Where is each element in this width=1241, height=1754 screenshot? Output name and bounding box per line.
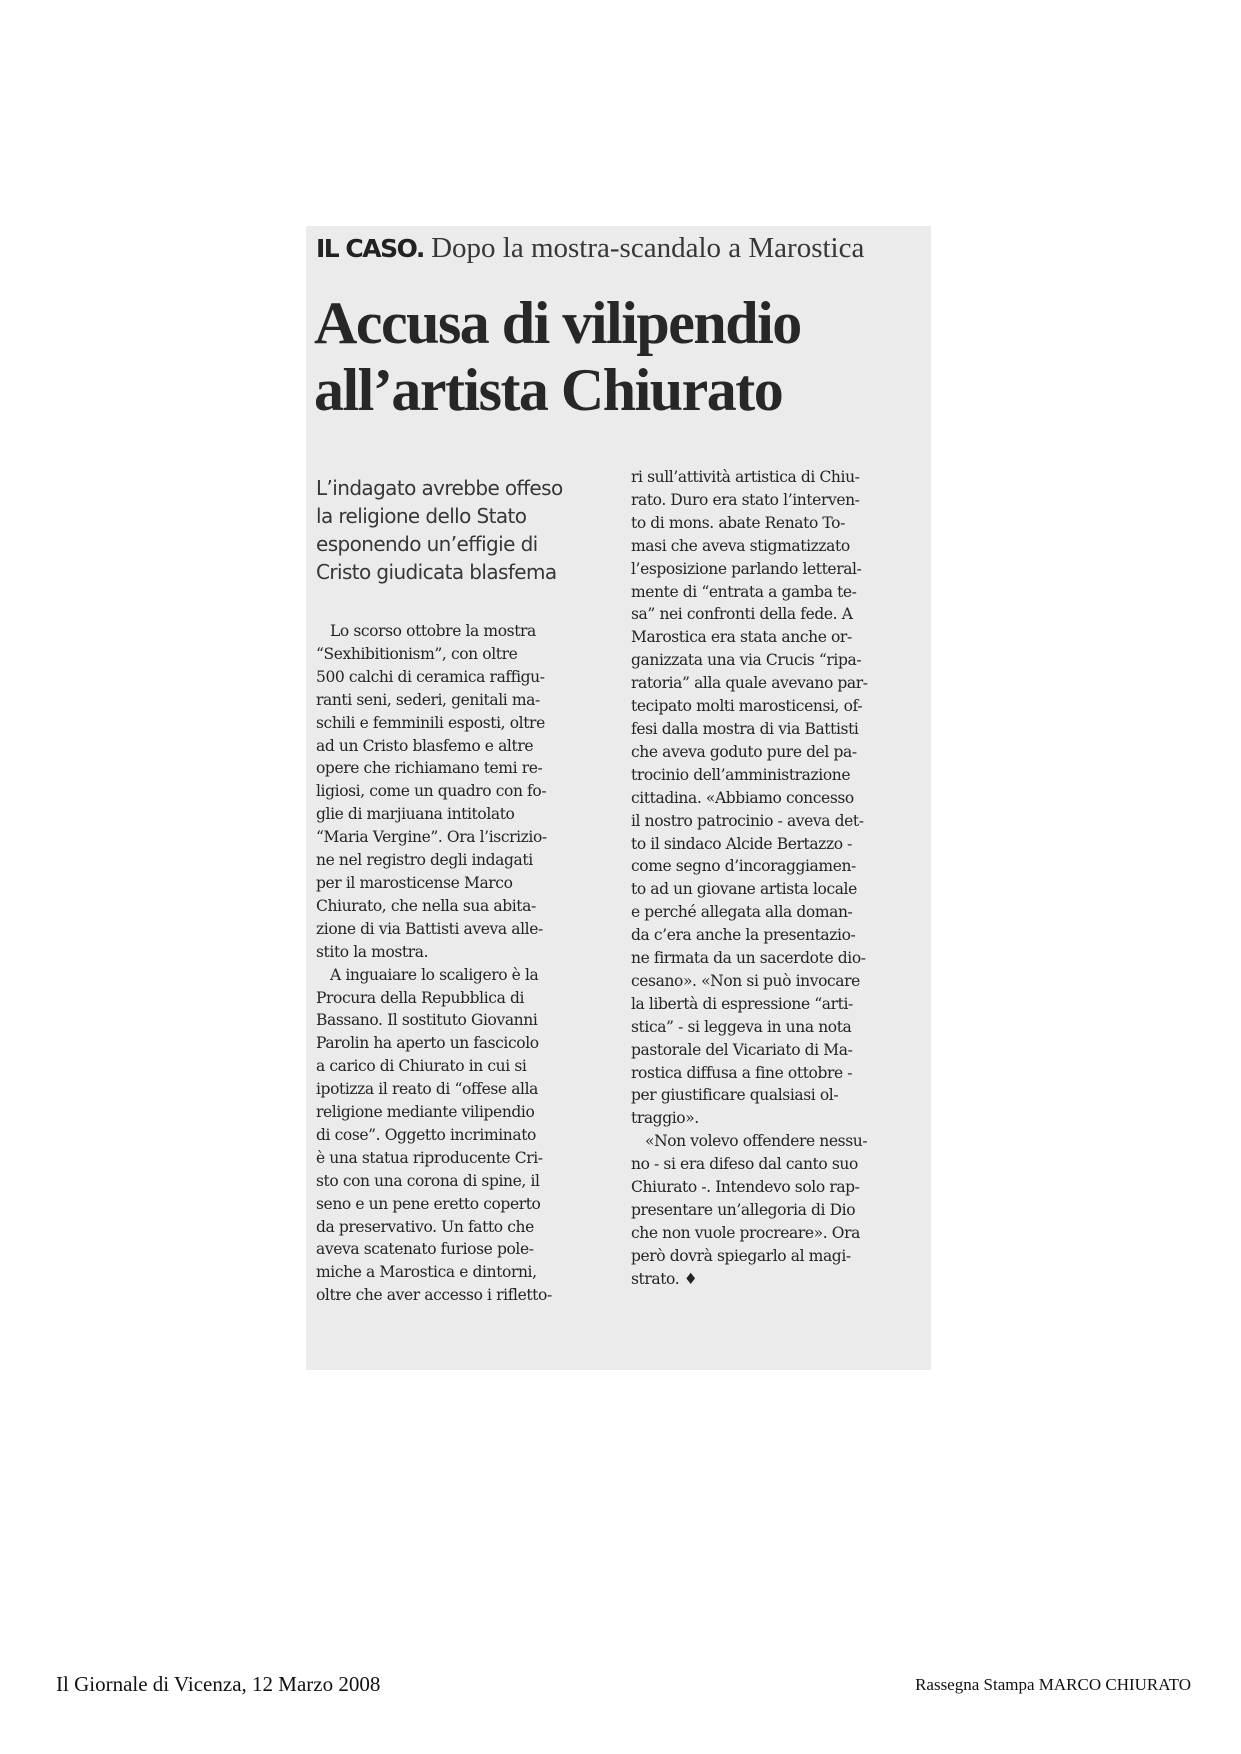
body-line: di cose”. Oggetto incriminato	[316, 1125, 536, 1144]
body-line: ranti seni, sederi, genitali ma-	[316, 690, 540, 709]
body-line: stica” - si leggeva in una nota	[631, 1017, 852, 1036]
headline-line: Accusa di vilipendio	[314, 290, 801, 356]
article-summary	[316, 474, 608, 586]
footer-collection: Rassegna Stampa MARCO CHIURATO	[915, 1675, 1191, 1694]
article-column-left	[316, 474, 608, 1307]
body-line: rato. Duro era stato l’interven-	[631, 490, 860, 509]
summary-line: Cristo giudicata blasfema	[316, 560, 557, 584]
body-line: tecipato molti marosticensi, of-	[631, 697, 863, 716]
body-line: e perché allegata alla doman-	[631, 903, 853, 922]
article-headline	[314, 290, 801, 424]
body-line: to ad un giovane artista locale	[631, 880, 857, 899]
body-line: la libertà di espressione “arti-	[631, 994, 853, 1013]
body-line: masi che aveva stigmatizzato	[631, 536, 850, 555]
kicker-tag: IL CASO.	[316, 234, 424, 263]
body-line: sa” nei confronti della fede. A	[631, 605, 853, 624]
body-line: ganizzata una via Crucis “ripa-	[631, 651, 862, 670]
body-line: Parolin ha aperto un fascicolo	[316, 1034, 539, 1053]
body-line: come segno d’incoraggiamen-	[631, 857, 856, 876]
body-line: da preservativo. Un fatto che	[316, 1217, 534, 1236]
body-line: che aveva goduto pure del pa-	[631, 742, 857, 761]
body-line: glie di marjiuana intitolato	[316, 805, 515, 824]
summary-line: L’indagato avrebbe offeso	[316, 476, 563, 500]
body-line: Bassano. Il sostituto Giovanni	[316, 1011, 538, 1030]
newspaper-clipping	[306, 226, 931, 1370]
body-line: to il sindaco Alcide Bertazzo -	[631, 834, 853, 853]
body-line: per il marosticense Marco	[316, 873, 513, 892]
body-line: ligiosi, come un quadro con fo-	[316, 782, 547, 801]
body-line: no - si era difeso dal canto suo	[631, 1155, 858, 1174]
body-line: oltre che aver accesso i rifletto-	[316, 1286, 552, 1305]
body-line: che non vuole procreare». Ora	[631, 1223, 860, 1242]
body-line: da c’era anche la presentazio-	[631, 926, 856, 945]
body-line: strato. ♦	[631, 1269, 698, 1288]
headline-line: all’artista Chiurato	[314, 357, 783, 423]
body-line: per giustificare qualsiasi ol-	[631, 1086, 839, 1105]
body-line: religione mediante vilipendio	[316, 1103, 535, 1122]
body-right	[631, 466, 921, 1291]
article-kicker	[316, 232, 864, 265]
body-line: sto con una corona di spine, il	[316, 1171, 540, 1190]
body-line: opere che richiamano temi re-	[316, 759, 543, 778]
body-line: fesi dalla mostra di via Battisti	[631, 719, 859, 738]
body-line: 500 calchi di ceramica raffigu-	[316, 667, 545, 686]
body-line: Procura della Repubblica di	[316, 988, 525, 1007]
body-line: aveva scatenato furiose pole-	[316, 1240, 534, 1259]
body-line: rostica diffusa a fine ottobre -	[631, 1063, 853, 1082]
body-line: ipotizza il reato di “offese alla	[316, 1080, 539, 1099]
body-line: zione di via Battisti aveva alle-	[316, 919, 543, 938]
body-line: “Sexhibitionism”, con oltre	[316, 644, 518, 663]
body-line: to di mons. abate Renato To-	[631, 513, 845, 532]
body-line: A inguaiare lo scaligero è la	[330, 965, 539, 984]
body-line: cittadina. «Abbiamo concesso	[631, 788, 854, 807]
kicker-text: Dopo la mostra-scandalo a Marostica	[423, 232, 865, 264]
body-line: schili e femminili esposti, oltre	[316, 713, 545, 732]
body-line: “Maria Vergine”. Ora l’iscrizio-	[316, 828, 547, 847]
body-line: «Non volevo offendere nessu-	[645, 1132, 868, 1151]
body-line: stito la mostra.	[316, 942, 429, 961]
body-line: ne firmata da un sacerdote dio-	[631, 949, 866, 968]
body-line: ad un Cristo blasfemo e altre	[316, 736, 534, 755]
body-line: l’esposizione parlando letteral-	[631, 559, 862, 578]
body-line: trocinio dell’amministrazione	[631, 765, 851, 784]
body-line: cesano». «Non si può invocare	[631, 971, 860, 990]
footer-source: Il Giornale di Vicenza, 12 Marzo 2008	[56, 1672, 381, 1696]
body-line: ne nel registro degli indagati	[316, 851, 533, 870]
body-line: pastorale del Vicariato di Ma-	[631, 1040, 853, 1059]
body-line: il nostro patrocinio - aveva det-	[631, 811, 864, 830]
body-line: presentare un’allegoria di Dio	[631, 1201, 856, 1219]
body-line: mente di “entrata a gamba te-	[631, 582, 857, 601]
body-line: miche a Marostica e dintorni,	[316, 1263, 537, 1282]
summary-line: la religione dello Stato	[316, 504, 527, 528]
body-line: traggio».	[631, 1109, 699, 1128]
body-line: ri sull’attività artistica di Chiu-	[631, 468, 860, 486]
body-line: Chiurato, che nella sua abita-	[316, 896, 536, 915]
body-line: Lo scorso ottobre la mostra	[330, 622, 536, 640]
summary-line: esponendo un’effigie di	[316, 532, 538, 556]
body-line: seno e un pene eretto coperto	[316, 1194, 541, 1213]
body-left	[316, 620, 608, 1307]
body-line: Marostica era stata anche or-	[631, 628, 852, 647]
body-line: è una statua riproducente Cri-	[316, 1148, 543, 1167]
body-line: Chiurato -. Intendevo solo rap-	[631, 1178, 860, 1197]
body-line: a carico di Chiurato in cui si	[316, 1057, 527, 1076]
body-line: ratoria” alla quale avevano par-	[631, 674, 868, 693]
article-column-right	[631, 466, 921, 1291]
body-line: però dovrà spiegarlo al magi-	[631, 1246, 851, 1265]
